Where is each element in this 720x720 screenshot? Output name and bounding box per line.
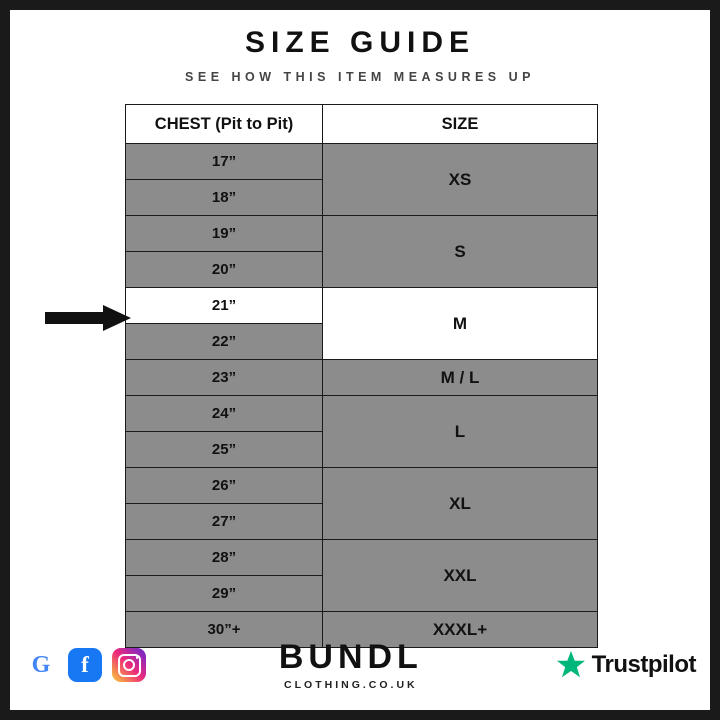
chest-value: 17” (126, 144, 323, 180)
table-row-highlighted (126, 288, 598, 324)
table-header-row (126, 105, 598, 144)
page-subtitle: SEE HOW THIS ITEM MEASURES UP (185, 70, 535, 84)
size-guide-card (10, 10, 710, 710)
table-row (126, 144, 598, 180)
size-table-wrapper (125, 104, 595, 648)
footer (10, 630, 710, 700)
size-value: M / L (323, 360, 598, 396)
trustpilot-star-icon (556, 650, 586, 680)
brand-name: BUNDL (278, 637, 423, 676)
table-row (126, 540, 598, 576)
table-row (126, 360, 598, 396)
chest-value: 25” (126, 432, 323, 468)
brand-logo (146, 637, 556, 691)
chest-value: 24” (126, 396, 323, 432)
table-row (126, 216, 598, 252)
chest-value: 22” (126, 324, 323, 360)
size-value: M (323, 288, 598, 360)
chest-value: 20” (126, 252, 323, 288)
size-table (125, 104, 598, 648)
chest-value: 29” (126, 576, 323, 612)
trustpilot-label: Trustpilot (591, 651, 696, 678)
size-value: L (323, 396, 598, 468)
chest-value: 18” (126, 180, 323, 216)
brand-website: CLOTHING.CO.UK (284, 678, 418, 691)
size-value: XS (323, 144, 598, 216)
instagram-icon[interactable] (112, 648, 146, 682)
page-title: SIZE GUIDE (244, 26, 476, 59)
size-value: XXXL+ (323, 612, 598, 648)
size-value: XL (323, 468, 598, 540)
size-value: S (323, 216, 598, 288)
chest-value: 26” (126, 468, 323, 504)
social-links (24, 648, 146, 682)
chest-value: 28” (126, 540, 323, 576)
google-icon[interactable]: G (24, 648, 58, 682)
chest-value: 19” (126, 216, 323, 252)
chest-value: 23” (126, 360, 323, 396)
table-row (126, 468, 598, 504)
chest-value: 21” (126, 288, 323, 324)
size-value: XXL (323, 540, 598, 612)
chest-value: 30”+ (126, 612, 323, 648)
column-header-size: SIZE (323, 105, 598, 144)
chest-value: 27” (126, 504, 323, 540)
trustpilot-badge[interactable] (556, 650, 696, 680)
facebook-icon[interactable]: f (68, 648, 102, 682)
column-header-chest: CHEST (Pit to Pit) (126, 105, 323, 144)
table-row (126, 396, 598, 432)
selected-size-arrow-icon (45, 305, 131, 331)
instagram-glyph (118, 654, 141, 677)
